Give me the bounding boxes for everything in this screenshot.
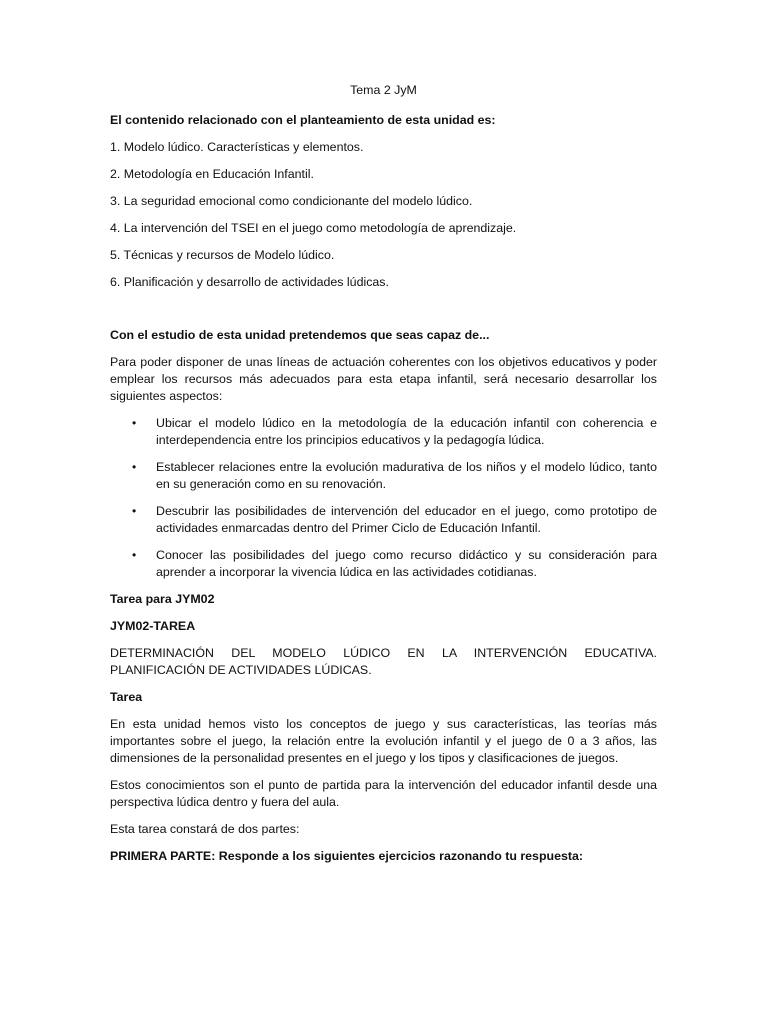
objectives-heading: Con el estudio de esta unidad pretendemos que seas capaz de...: [110, 328, 490, 342]
first-part-heading: PRIMERA PARTE: Responde a los siguientes ejercicios razonando tu respuesta:: [110, 849, 584, 863]
bullet-icon: •: [132, 504, 137, 518]
objective-text: Establecer relaciones entre la evolución madurativa de los niños y el modelo lúdico, tanto en su generación como en su renovación.: [156, 460, 657, 491]
objective-item: [110, 415, 657, 449]
task-title: DETERMINACIÓN DEL MODELO LÚDICO EN LA INTERVENCIÓN EDUCATIVA. PLANIFICACIÓN DE ACTIVIDADES LÚDICAS.: [110, 646, 657, 677]
task-paragraph: En esta unidad hemos visto los conceptos de juego y sus características, las teorías más importantes sobre el juego, la relación entre la evolución infantil y el juego de 0 a 3 años, las dimensiones de la personalidad presentes en el juego y los tipos y clasificaciones de juegos.: [110, 717, 657, 765]
task-heading: Tarea para JYM02: [110, 592, 215, 606]
contents-heading: El contenido relacionado con el planteamiento de esta unidad es:: [110, 113, 496, 127]
document-page: [110, 82, 657, 875]
objective-text: Ubicar el modelo lúdico en la metodología de la educación infantil con coherencia e interdependencia entre los principios educativos y la pedagogía lúdica.: [156, 416, 657, 447]
task-label: Tarea: [110, 690, 143, 704]
task-paragraph: Esta tarea constará de dos partes:: [110, 822, 300, 836]
bullet-icon: •: [132, 416, 137, 430]
contents-item: 4. La intervención del TSEI en el juego como metodología de aprendizaje.: [110, 221, 517, 235]
bullet-icon: •: [132, 460, 137, 474]
objective-text: Descubrir las posibilidades de intervención del educador en el juego, como prototipo de actividades enmarcadas dentro del Primer Ciclo de Educación Infantil.: [156, 504, 657, 535]
spacer: [110, 301, 657, 327]
objective-item: [110, 503, 657, 537]
task-paragraph: Estos conocimientos son el punto de partida para la intervención del educador infantil desde una perspectiva lúdica dentro y fuera del aula.: [110, 778, 657, 809]
contents-item: 3. La seguridad emocional como condicionante del modelo lúdico.: [110, 194, 473, 208]
objective-text: Conocer las posibilidades del juego como recurso didáctico y su consideración para aprender a incorporar la vivencia lúdica en las actividades cotidianas.: [156, 548, 657, 579]
document-title: Tema 2 JyM: [350, 83, 417, 97]
task-code: JYM02-TAREA: [110, 619, 196, 633]
contents-item: 5. Técnicas y recursos de Modelo lúdico.: [110, 248, 335, 262]
bullet-icon: •: [132, 548, 137, 562]
objectives-list: [110, 415, 657, 581]
objectives-intro: Para poder disponer de unas líneas de actuación coherentes con los objetivos educativos y poder emplear los recursos más adecuados para esta etapa infantil, será necesario desarrollar los siguientes aspectos:: [110, 355, 657, 403]
contents-item: 1. Modelo lúdico. Características y elementos.: [110, 140, 364, 154]
contents-list: [110, 139, 657, 291]
objective-item: [110, 459, 657, 493]
contents-item: 6. Planificación y desarrollo de actividades lúdicas.: [110, 275, 389, 289]
objective-item: [110, 547, 657, 581]
contents-item: 2. Metodología en Educación Infantil.: [110, 167, 314, 181]
